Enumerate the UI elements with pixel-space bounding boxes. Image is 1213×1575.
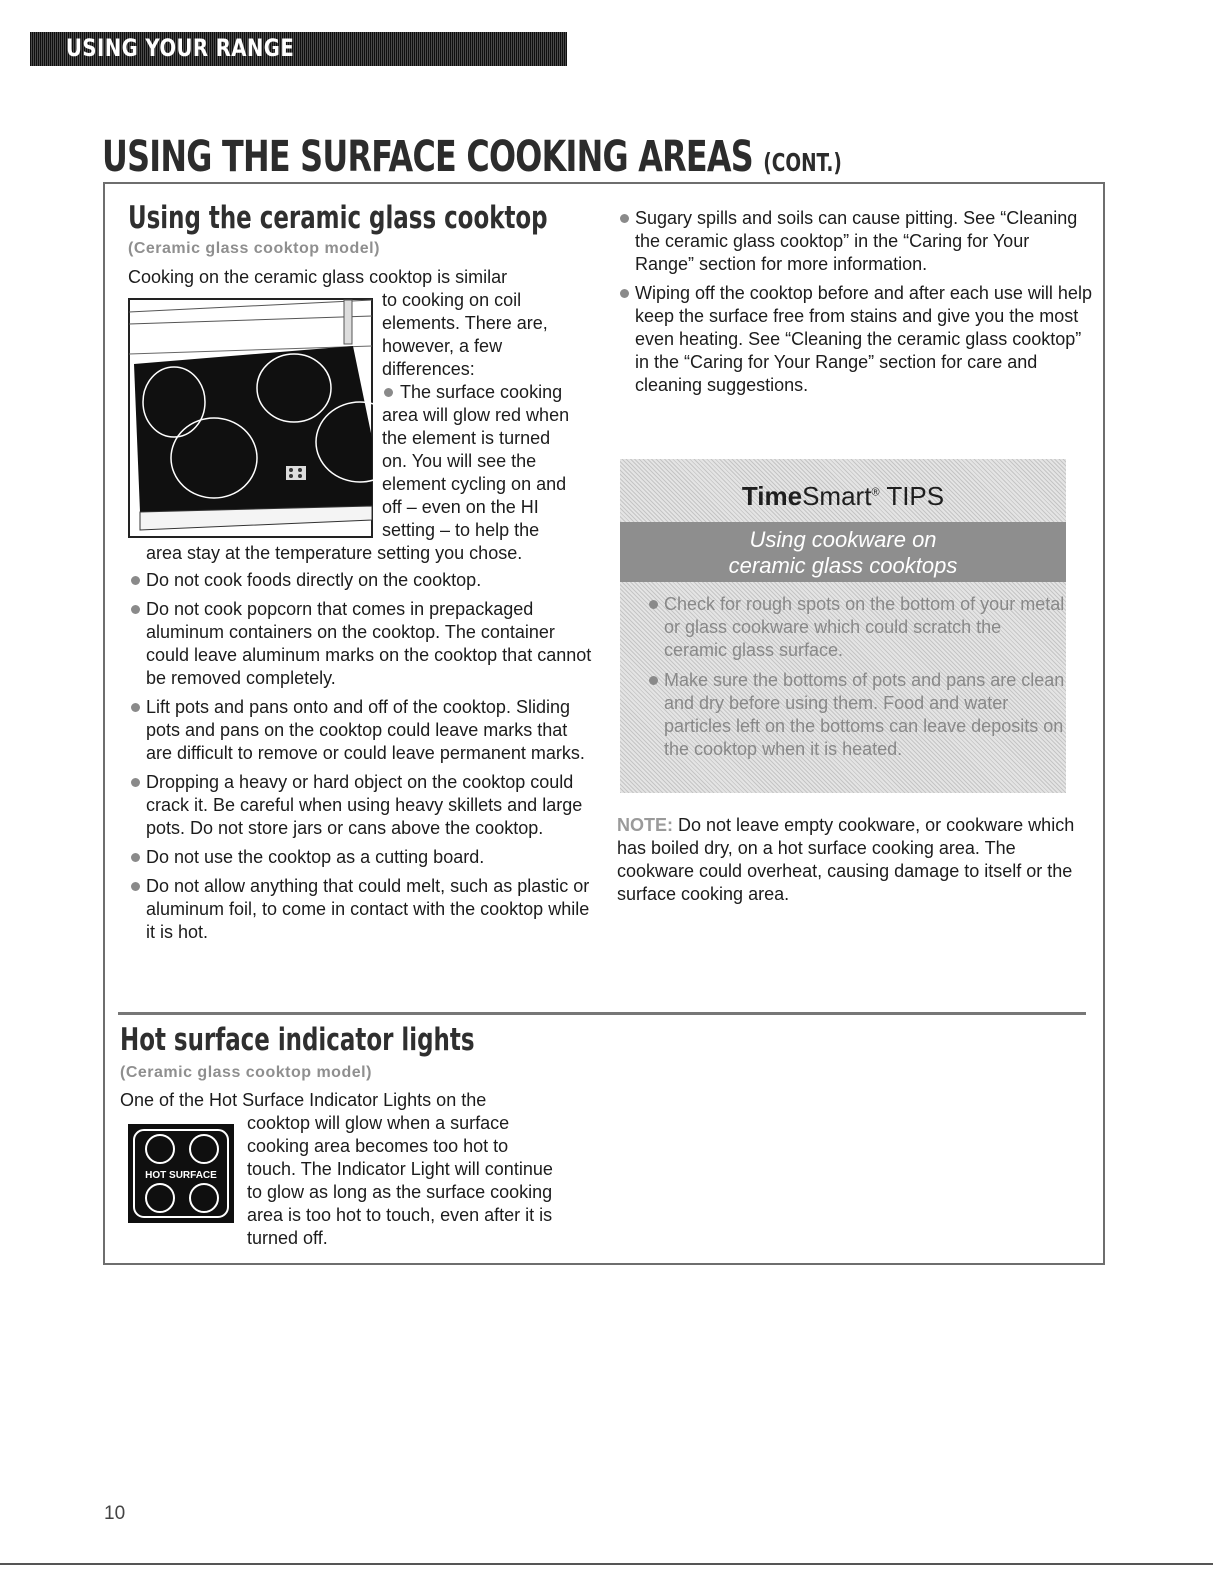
note-paragraph xyxy=(617,814,1092,906)
bullet-item xyxy=(128,875,593,944)
tips-band-line: ceramic glass cooktops xyxy=(728,553,958,578)
tips-label: TIPS xyxy=(886,481,945,511)
hot-surface-figure-label: HOT SURFACE xyxy=(145,1170,217,1181)
intro-line: elements. There are, xyxy=(382,313,548,333)
tip-item xyxy=(646,669,1066,761)
bullet-text: Do not cook popcorn that comes in prepackaged aluminum containers on the cooktop. The container could leave aluminum marks on the cooktop that cannot be removed completely. xyxy=(146,599,592,688)
tips-brand-time: Time xyxy=(741,481,803,511)
tips-band-line: Using cookware on xyxy=(749,527,937,552)
intro-line-text: The surface cooking xyxy=(400,382,563,402)
hot-surface-line: to glow as long as the surface cooking xyxy=(247,1182,553,1202)
bullet-item xyxy=(128,696,593,765)
bullet-icon xyxy=(131,778,140,787)
bullet-icon xyxy=(131,853,140,862)
page-title-main: USING THE SURFACE COOKING AREAS xyxy=(102,132,753,182)
hot-surface-line: touch. The Indicator Light will continue xyxy=(247,1159,553,1179)
note-text: Do not leave empty cookware, or cookware which has boiled dry, on a hot surface cooking area. The cookware could overheat, causing damage to itself or the surface cooking area. xyxy=(617,815,1075,904)
bullet-text: Lift pots and pans onto and off of the cooktop. Sliding pots and pans on the cooktop could leave marks that are difficult to remove or could leave permanent marks. xyxy=(146,697,585,763)
intro-line: setting – to help the xyxy=(382,520,540,540)
intro-line: on. You will see the xyxy=(382,451,537,471)
registered-mark: ® xyxy=(871,486,880,499)
bullet-icon xyxy=(384,388,393,397)
tips-list xyxy=(646,593,1066,768)
bullet-text: Sugary spills and soils can cause pitting. See “Cleaning the ceramic glass cooktop” in the “Caring for Your Range” section for more information. xyxy=(635,208,1078,274)
tip-text: Check for rough spots on the bottom of your metal or glass cookware which could scratch the ceramic glass surface. xyxy=(664,594,1065,660)
bullet-icon xyxy=(620,214,629,223)
hot-surface-line: area is too hot to touch, even after it is xyxy=(247,1205,553,1225)
intro-line: to cooking on coil xyxy=(382,290,522,310)
bullet-text: Do not allow anything that could melt, such as plastic or aluminum foil, to come in contact with the cooktop while it is hot. xyxy=(146,876,590,942)
bullet-item xyxy=(128,771,593,840)
intro-line: element cycling on and xyxy=(382,474,567,494)
tips-header xyxy=(620,481,1066,512)
ceramic-model-note: (Ceramic glass cooktop model) xyxy=(128,240,380,257)
bullet-icon xyxy=(649,676,658,685)
hot-surface-indicator-icon xyxy=(128,1124,234,1223)
section-tab-label: USING YOUR RANGE xyxy=(66,34,295,62)
timesmart-tips-box xyxy=(620,459,1066,793)
intro-line: differences: xyxy=(382,359,475,379)
bullet-text: Dropping a heavy or hard object on the cooktop could crack it. Be careful when using heavy skillets and large pots. Do not store jars or cans above the cooktop. xyxy=(146,772,583,838)
hot-surface-line: cooktop will glow when a surface xyxy=(247,1113,510,1133)
hot-surface-line: turned off. xyxy=(247,1228,328,1248)
note-label: NOTE: xyxy=(617,815,673,835)
bullet-text: Do not use the cooktop as a cutting board. xyxy=(146,847,485,867)
intro-bullet-line xyxy=(128,381,608,404)
intro-line: off – even on the HI xyxy=(382,497,539,517)
ceramic-intro xyxy=(128,266,608,565)
bullet-icon xyxy=(620,289,629,298)
bottom-rule xyxy=(0,1563,1213,1565)
section-divider xyxy=(118,1012,1086,1015)
tips-brand-smart: Smart xyxy=(802,481,872,511)
bullet-icon xyxy=(131,605,140,614)
hot-surface-body xyxy=(247,1112,607,1250)
section-title-ceramic: Using the ceramic glass cooktop xyxy=(128,200,548,236)
bullet-item xyxy=(128,598,593,690)
bullet-item xyxy=(128,846,593,869)
bullet-text: Wiping off the cooktop before and after each use will help keep the surface free from stains and give you the most even heating. See “Cleaning the ceramic glass cooktop” in the “Caring for Your Range” section for care and cleaning suggestions. xyxy=(635,283,1092,395)
tip-item xyxy=(646,593,1066,662)
intro-line: area will glow red when xyxy=(382,405,570,425)
ceramic-bullets xyxy=(128,569,593,950)
ceramic-right-bullets xyxy=(617,207,1092,403)
bullet-text: Do not cook foods directly on the cooktop. xyxy=(146,570,482,590)
intro-line: the element is turned xyxy=(382,428,551,448)
bullet-icon xyxy=(649,600,658,609)
tips-band xyxy=(620,522,1066,582)
intro-line: however, a few xyxy=(382,336,503,356)
intro-line: Cooking on the ceramic glass cooktop is similar xyxy=(128,267,508,287)
page-number: 10 xyxy=(104,1503,126,1524)
bullet-item xyxy=(617,282,1092,397)
bullet-item xyxy=(617,207,1092,276)
section-title-hot-surface: Hot surface indicator lights xyxy=(120,1022,475,1058)
bullet-icon xyxy=(131,576,140,585)
hot-surface-model-note: (Ceramic glass cooktop model) xyxy=(120,1064,372,1081)
hot-surface-first-line: One of the Hot Surface Indicator Lights on the xyxy=(120,1090,487,1110)
intro-line: area stay at the temperature setting you chose. xyxy=(146,543,523,563)
page-title-suffix: (CONT.) xyxy=(763,148,842,177)
page-title xyxy=(102,132,842,182)
bullet-icon xyxy=(131,882,140,891)
section-tab xyxy=(30,32,567,66)
bullet-item xyxy=(128,569,593,592)
tip-text: Make sure the bottoms of pots and pans are clean and dry before using them. Food and water particles left on the bottoms can leave deposits on the cooktop when it is heated. xyxy=(664,670,1065,759)
hot-surface-line: cooking area becomes too hot to xyxy=(247,1136,509,1156)
bullet-icon xyxy=(131,703,140,712)
